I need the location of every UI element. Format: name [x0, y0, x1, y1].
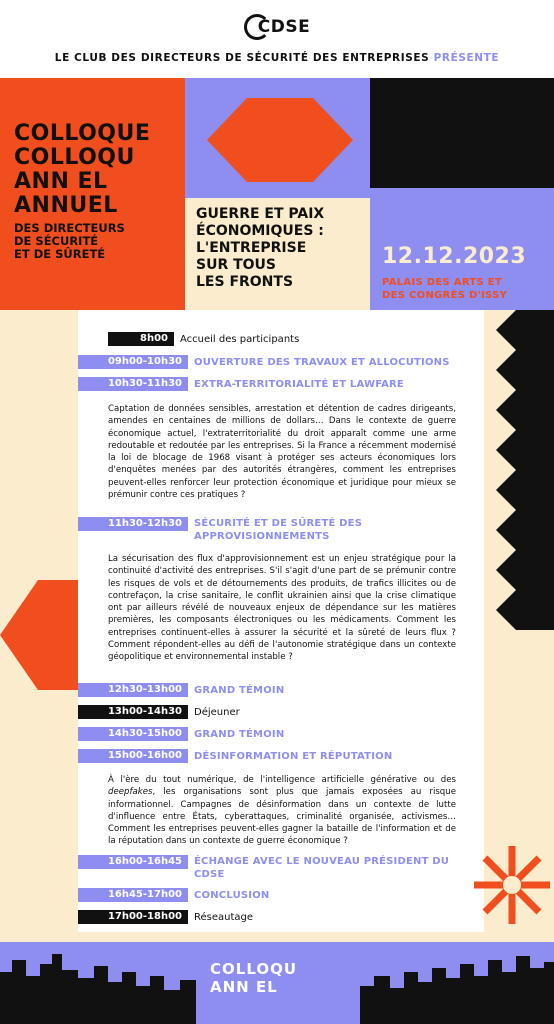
program-label: GRAND TÉMOIN [194, 728, 285, 740]
hero-block-black [370, 78, 554, 188]
program-time: 13h00-14h30 [78, 705, 188, 719]
description-supply: La sécurisation des flux d'approvisionnement est un enjeu stratégique pour la continuité d'activité des entreprises. S'il s'agit d'une part de se prémunir contre les risques de vols et de détournements des produits, de trafics illicites ou de contrefaçon, la crise sanitaire, le conflit ukrainien ainsi que la crise climatique ont par ailleurs révélé de nouveaux enjeux de dépendance sur les matières premières, les composants électroniques ou les médicaments. Comment les entreprises continuent-elles à assurer la sécurité et la sûreté de leurs flux ? Comment répondent-elles au défi de l'autonomie stratégique dans un contexte géopolitique et environnemental instable ? [108, 554, 456, 663]
event-subtitle [14, 222, 184, 261]
presenter-text: LE CLUB DES DIRECTEURS DE SÉCURITÉ DES ENTREPRISES [54, 52, 430, 64]
program-label: EXTRA-TERRITORIALITÉ ET LAWFARE [194, 378, 404, 390]
footer-logo-line: ANN EL [210, 978, 278, 996]
program-time: 14h30-15h00 [78, 727, 188, 741]
program-item-lunch [78, 705, 240, 719]
desc-text-pre: À l'ère du tout numérique, de l'intelligence artificielle générative ou des [108, 775, 456, 785]
theme-line: SUR TOUS [196, 257, 277, 273]
desc-text-post: , les organisations sont plus que jamais exposées au risque informationnel. Campagnes de désinformation dans un contexte de lutte d'influence entre États, cyberattaques, criminalité organisée, activismes… Comment les entreprises peuvent-elles gagner la bataille de l'information et de la réputation dans un contexte de guerre économique ? [108, 787, 456, 847]
hero-section [0, 78, 554, 310]
program-label: OUVERTURE DES TRAVAUX ET ALLOCUTIONS [194, 356, 450, 368]
program-item-opening [78, 355, 450, 369]
footer-logo-line: COLLOQU [210, 960, 298, 978]
title-line: COLLOQU [14, 145, 135, 170]
venue-line: PALAIS DES ARTS ET [382, 277, 503, 288]
program-item-conclusion [78, 888, 269, 902]
description-disinformation [108, 774, 456, 848]
subtitle-line: DES DIRECTEURS [14, 221, 125, 235]
program-label: CONCLUSION [194, 889, 270, 901]
theme-line: ÉCONOMIQUES : [196, 223, 324, 239]
presenter-line [0, 52, 554, 64]
presenter-accent: PRÉSENTE [433, 52, 500, 64]
program-time: 16h00-16h45 [78, 855, 188, 869]
program-label: Déjeuner [194, 706, 240, 718]
cdse-logo [0, 10, 554, 44]
desc-text-em: deepfakes [108, 787, 153, 798]
event-date: 12.12.2023 [382, 244, 527, 269]
theme-line: LES FRONTS [196, 274, 294, 290]
program-time: 17h00-18h00 [78, 910, 188, 924]
program-time: 11h30-12h30 [78, 517, 188, 531]
program-label: DÉSINFORMATION ET RÉPUTATION [194, 750, 393, 762]
program-item-networking [78, 910, 253, 924]
title-line: ANN EL [14, 169, 108, 194]
program-time: 8h00 [108, 332, 174, 346]
footer-logo [210, 960, 350, 996]
double-arrow-shape-icon [207, 98, 353, 182]
program-item-witness-1 [78, 683, 284, 697]
program-item-lawfare [78, 377, 404, 391]
title-line: COLLOQUE [14, 121, 151, 146]
program-time: 09h00-10h30 [78, 355, 188, 369]
subtitle-line: DE SÉCURITÉ [14, 234, 99, 248]
event-title [14, 122, 184, 218]
program-item-witness-2 [78, 727, 284, 741]
footer [0, 942, 554, 1024]
program-label: ÉCHANGE AVEC LE NOUVEAU PRÉSIDENT DU CDSE [194, 856, 450, 880]
program-time: 16h45-17h00 [78, 888, 188, 902]
program-item-president [78, 855, 454, 883]
zigzag-right-icon [496, 310, 554, 630]
event-venue [382, 276, 552, 302]
description-lawfare: Captation de données sensibles, arrestation et détention de cadres dirigeants, amendes en centaines de millions de dollars… Dans le contexte de guerre économique actuel, l'extraterritorialité du droit apparaît comme une arme redoutable et redoutée par les entreprises. Si la France a récemment modernisé la loi de blocage de 1968 visant à protéger ses acteurs économiques lors d'enquêtes menées par des autorités étrangères, comment les entreprises peuvent-elles renforcer leur protection économique et juridique pour mieux se prémunir contre ces pratiques ? [108, 404, 456, 501]
subtitle-line: ET DE SÛRETÉ [14, 247, 106, 261]
program-item-supply [78, 517, 454, 545]
program-label: SÉCURITÉ ET DE SÛRETÉ DES APPROVISIONNEMENTS [194, 518, 363, 542]
program-label: Accueil des participants [180, 333, 300, 345]
theme-line: GUERRE ET PAIX [196, 206, 325, 222]
program-item-welcome [78, 332, 299, 346]
theme-line: L'ENTREPRISE [196, 240, 307, 256]
event-theme [196, 206, 366, 291]
starburst-icon [470, 842, 554, 928]
program-time: 15h00-16h00 [78, 749, 188, 763]
arrow-left-shape-icon [0, 580, 78, 690]
program-label: Réseautage [194, 911, 254, 923]
program-time: 12h30-13h00 [78, 683, 188, 697]
title-line: ANNUEL [14, 193, 118, 218]
zigzag-decoration-icon [370, 78, 554, 188]
logo-text: CDSE [257, 17, 311, 37]
program-label: GRAND TÉMOIN [194, 684, 285, 696]
program-item-disinformation [78, 749, 392, 763]
venue-line: DES CONGRÈS D'ISSY [382, 290, 508, 301]
program-time: 10h30-11h30 [78, 377, 188, 391]
